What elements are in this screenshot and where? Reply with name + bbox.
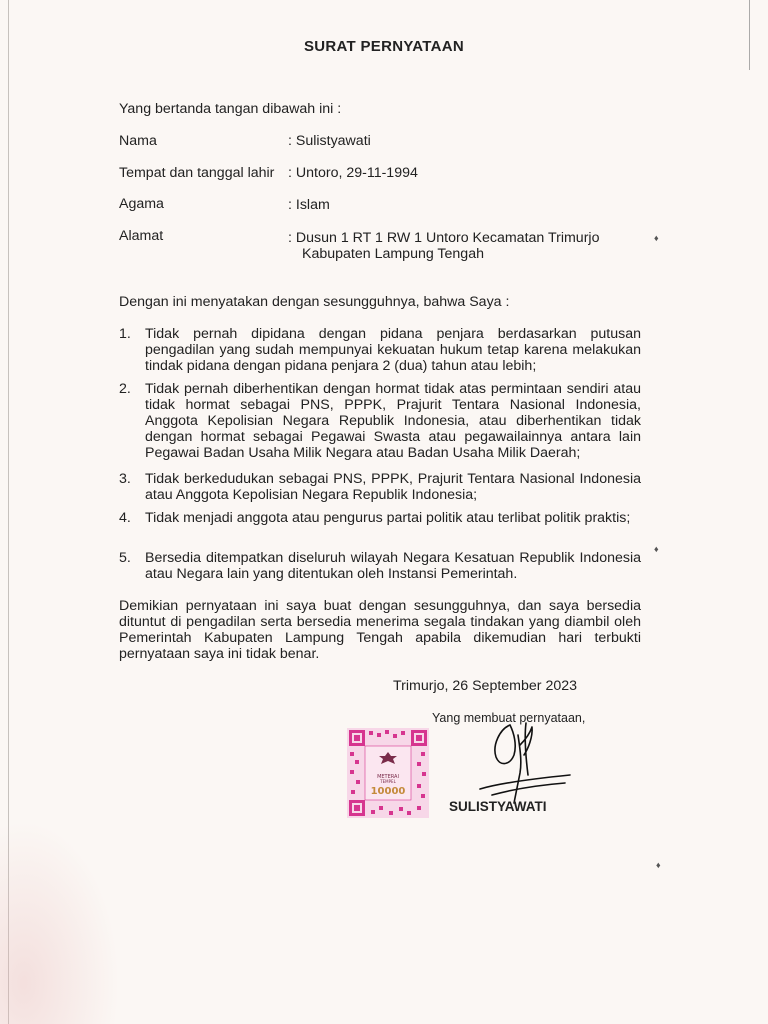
scan-speck: ♦: [656, 860, 661, 870]
signer-caption: Yang membuat pernyataan,: [432, 711, 586, 725]
statement-intro: Dengan ini menyatakan dengan sesungguhnya, bahwa Saya :: [119, 294, 510, 310]
field-value-alamat: : Dusun 1 RT 1 RW 1 Untoro Kecamatan Trimurjo: [288, 230, 600, 246]
document-title: SURAT PERNYATAAN: [303, 38, 465, 55]
field-label-alamat: Alamat: [119, 228, 164, 244]
field-value-alamat-line2: Kabupaten Lampung Tengah: [302, 246, 484, 262]
closing-paragraph: Demikian pernyataan ini saya buat dengan sesungguhnya, dan saya bersedia dituntut di pengadilan serta bersedia menerima segala tindakan yang diambil oleh Pemerintah Kabupaten Lampung Tengah apabila dikemudian hari terbukti pernyataan saya ini tidak benar.: [119, 598, 641, 662]
list-item-number: 1.: [119, 326, 131, 342]
field-label-nama: Nama: [119, 133, 157, 149]
list-item-number: 4.: [119, 510, 131, 526]
field-label-ttl: Tempat dan tanggal lahir: [119, 165, 275, 181]
list-item-text: Tidak pernah diberhentikan dengan hormat tidak atas permintaan sendiri atau tidak hormat sebagai PNS, PPPK, Prajurit Tentara Nasional Indonesia, Anggota Kepolisian Negara Republik Indonesia, atau diberhentikan tidak dengan hormat sebagai Pegawai Swasta atau pegawailainnya antara lain Pegawai Badan Usaha Milik Negara atau Badan Usaha Milik Daerah;: [145, 381, 641, 461]
list-item-number: 5.: [119, 550, 131, 566]
field-value-agama: : Islam: [288, 197, 330, 213]
field-label-agama: Agama: [119, 196, 164, 212]
svg-text:METERAI: METERAI: [377, 774, 399, 780]
signer-name: SULISTYAWATI: [449, 799, 547, 814]
list-item-text: Tidak pernah dipidana dengan pidana penjara berdasarkan putusan pengadilan yang sudah mempunyai kekuatan hukum tetap karena melakukan tindak pidana dengan pidana penjara 2 (dua) tahun atau lebih;: [145, 326, 641, 374]
list-item-text: Tidak berkedudukan sebagai PNS, PPPK, Prajurit Tentara Nasional Indonesia atau Anggota Kepolisian Negara Republik Indonesia;: [145, 471, 641, 503]
field-value-ttl: : Untoro, 29-11-1994: [288, 165, 418, 181]
field-value-nama: : Sulistyawati: [288, 133, 371, 149]
scan-speck: ♦: [654, 233, 659, 243]
svg-text:10000: 10000: [370, 786, 406, 797]
svg-text:TEMPEL: TEMPEL: [380, 779, 396, 784]
intro-text: Yang bertanda tangan dibawah ini :: [119, 101, 342, 117]
list-item-text: Bersedia ditempatkan diseluruh wilayah Negara Kesatuan Republik Indonesia atau Negara lain yang ditentukan oleh Instansi Pemerintah.: [145, 550, 641, 582]
list-item-number: 3.: [119, 471, 131, 487]
list-item-text: Tidak menjadi anggota atau pengurus partai politik atau terlibat politik praktis;: [145, 510, 631, 526]
page-edge-right: [749, 0, 750, 70]
scan-speck: ♦: [654, 544, 659, 554]
list-item-number: 2.: [119, 381, 131, 397]
paper-stain: [0, 820, 120, 1024]
meterai-stamp: [347, 728, 429, 818]
place-date: Trimurjo, 26 September 2023: [393, 678, 578, 694]
signature-image: [470, 715, 580, 810]
